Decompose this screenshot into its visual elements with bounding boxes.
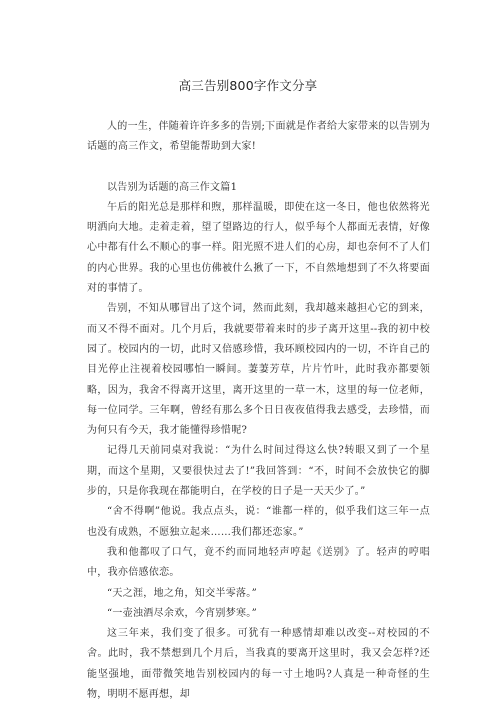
body-paragraph: “舍不得啊”他说。我点点头，说：“谁都一样的，似乎我们这三年一点也没有成熟，不愿独立起来……我们都还恋家。”	[87, 506, 430, 538]
section-heading: 以告别为话题的高三作文篇1	[107, 181, 238, 193]
body-paragraph: 这三年来，我们变了很多。可犹有一种感情却难以改变--对校园的不舍。此时，我不禁想到几个月后，当我真的要离开这里时，我又会怎样?还能坚强地，面带微笑地告别校园内的每一寸土地吗?人真是一种奇怪的生物，明明不愿再想，却	[87, 628, 430, 701]
poem-line: “一壶浊酒尽余欢，今宵别梦寒。”	[107, 607, 258, 619]
document-title: 高三告别800字作文分享	[178, 78, 318, 93]
body-paragraph: 记得几天前同桌对我说：“为什么时间过得这么快?转眼又到了一个星期，而这个星期，又要很快过去了!”我回答到：“不，时间不会放快它的脚步的，只是你我现在都能明白，在学校的日子是一天天少了。”	[87, 445, 430, 498]
body-paragraph: 告别，不知从哪冒出了这个词，然而此刻，我却越来越担心它的到来，而又不得不面对。几个月后，我就要带着来时的步子离开这里--我的初中校园了。校园内的一切，此时又倍感珍惜，我环顾校园内的一切，不许自己的目光停止注视着校园哪怕一瞬间。萋萋芳草，片片竹叶，此时我亦都要领略，因为，我舍不得离开这里，离开这里的一草一木，这里的每一位老师，每一位同学。三年啊，曾经有那么多个日日夜夜值得我去感受，去珍惜，而为何只有今天，我才能懂得珍惜呢?	[87, 303, 430, 437]
document-body	[87, 117, 430, 705]
body-paragraph: 我和他都叹了口气，竟不约而同地轻声哼起《送别》了。轻声的哼唱中，我亦倍感依恋。	[87, 546, 430, 579]
poem-line: “天之涯，地之角，知交半零落。”	[107, 587, 258, 599]
body-paragraph: 午后的阳光总是那样和煦，那样温暖，即使在这一冬日，他也依然将光明洒向大地。走着走着，望了望路边的行人，似乎每个人都面无表情，好像心中都有什么不顺心的事一样。阳光照不进人们的心房，却也奈何不了人们的内心世界。我的心里也仿佛被什么揪了一下，不自然地想到了不久将要面对的事情了。	[87, 201, 430, 295]
intro-paragraph: 人的一生，伴随着许许多多的告别;下面就是作者给大家带来的以告别为话题的高三作文，希望能帮助到大家!	[87, 121, 430, 153]
